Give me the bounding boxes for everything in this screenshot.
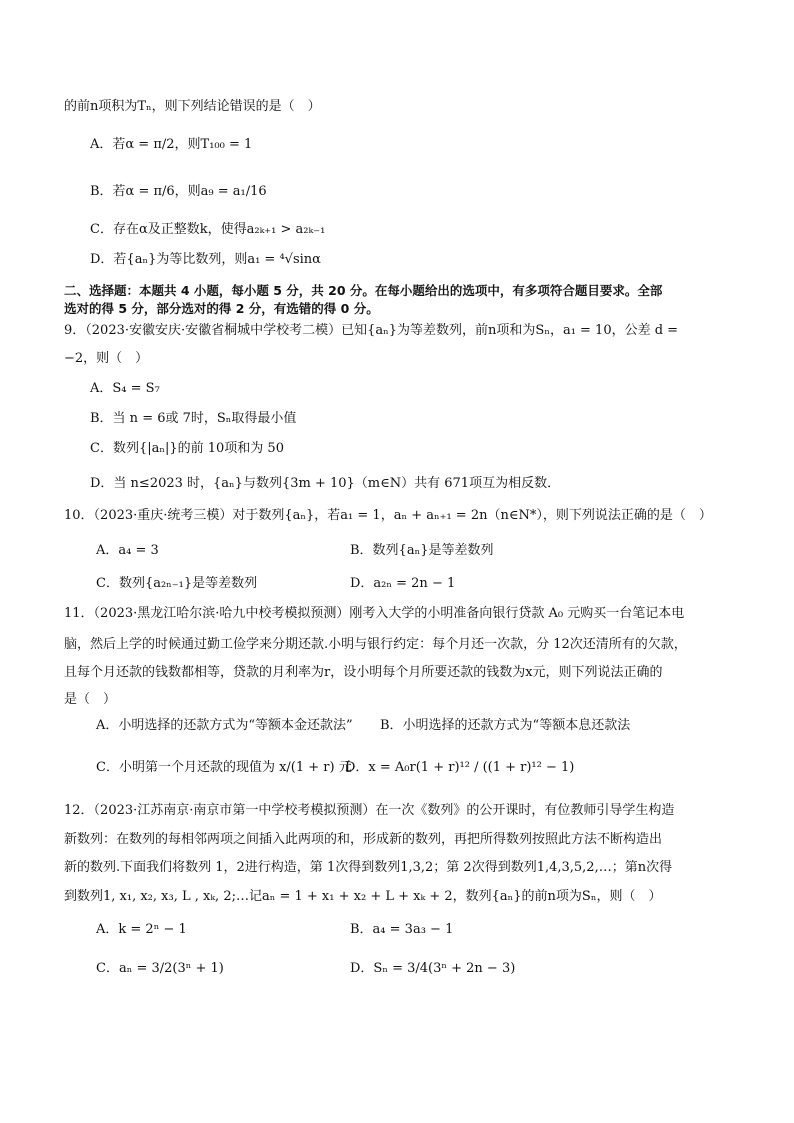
- q12-option-b: B．a₄ = 3a₃ − 1: [350, 922, 454, 937]
- question-11-cont-2: 且每个月还款的钱数都相等，贷款的月利率为r，设小明每个月所要还款的钱数为x元，则下列说法正确的: [64, 665, 663, 680]
- q10-option-a: A．a₄ = 3: [96, 543, 159, 558]
- q11-option-a: A．小明选择的还款方式为“等额本金还款法”: [96, 718, 353, 733]
- q10-option-c: C．数列{a₂ₙ₋₁}是等差数列: [96, 576, 258, 591]
- q11-option-b: B．小明选择的还款方式为“等额本息还款法: [380, 718, 631, 733]
- q10-option-b: B．数列{aₙ}是等差数列: [350, 543, 494, 558]
- question-12-cont-3: 到数列1, x₁, x₂, x₃, L , xₖ, 2;…记aₙ = 1 + x₁ + x₂ + L + xₖ + 2，数列{aₙ}的前n项为Sₙ，则（ ）: [64, 889, 662, 904]
- q9-option-a: A．S₄ = S₇: [90, 381, 160, 396]
- question-12: 12．（2023·江苏南京·南京市第一中学校考模拟预测）在一次《数列》的公开课时，有位教师引导学生构造: [64, 803, 675, 818]
- option-c: C．存在α及正整数k，使得a₂ₖ₊₁ > a₂ₖ₋₁: [90, 222, 326, 237]
- option-d: D．若{aₙ}为等比数列，则a₁ = ⁴√sinα: [90, 252, 321, 267]
- text-line: 的前n项积为Tₙ，则下列结论错误的是（ ）: [64, 99, 321, 114]
- section-heading: 二、选择题：本题共 4 小题，每小题 5 分，共 20 分。在每小题给出的选项中，有多项符合题目要求。全部: [64, 283, 663, 298]
- question-10: 10．（2023·重庆·统考三模）对于数列{aₙ}，若a₁ = 1，aₙ + aₙ₊₁ = 2n（n∈N*），则下列说法正确的是（ ）: [64, 508, 712, 523]
- q12-option-a: A．k = 2ⁿ − 1: [96, 922, 187, 937]
- q11-option-c: C．小明第一个月还款的现值为 x/(1 + r) 元: [96, 760, 352, 775]
- q12-option-d: D．Sₙ = 3/4(3ⁿ + 2n − 3): [350, 961, 516, 976]
- question-11: 11．（2023·黑龙江哈尔滨·哈九中校考模拟预测）刚考入大学的小明准备向银行贷款 A₀ 元购买一台笔记本电: [64, 606, 685, 621]
- question-11-cont-3: 是（ ）: [64, 692, 117, 707]
- q12-option-c: C．aₙ = 3/2(3ⁿ + 1): [96, 961, 224, 976]
- q9-option-d: D．当 n≤2023 时，{aₙ}与数列{3m + 10}（m∈N）共有 671项互为相反数．: [90, 476, 561, 491]
- question-12-cont-1: 新数列：在数列的每相邻两项之间插入此两项的和，形成新的数列，再把所得数列按照此方法不断构造出: [64, 832, 663, 847]
- question-9: 9．（2023·安徽安庆·安徽省桐城中学校考二模）已知{aₙ}为等差数列，前n项和为Sₙ，a₁ = 10，公差 d =: [64, 323, 679, 338]
- option-b: B．若α = π/6，则a₉ = a₁/16: [90, 184, 267, 199]
- q9-option-b: B．当 n = 6或 7时，Sₙ取得最小值: [90, 411, 297, 426]
- option-a: A．若α = π/2，则T₁₀₀ = 1: [90, 137, 253, 152]
- q9-option-c: C．数列{|aₙ|}的前 10项和为 50: [90, 441, 284, 456]
- question-9-cont: −2，则（ ）: [64, 351, 149, 366]
- section-heading-cont: 选对的得 5 分，部分选对的得 2 分，有选错的得 0 分。: [64, 301, 379, 316]
- q10-option-d: D．a₂ₙ = 2n − 1: [350, 576, 456, 591]
- q11-option-d: D．x = A₀r(1 + r)¹² / ((1 + r)¹² − 1): [345, 760, 575, 775]
- question-12-cont-2: 新的数列.下面我们将数列 1，2进行构造，第 1次得到数列1,3,2；第 2次得到数列1,4,3,5,2,…；第n次得: [64, 860, 673, 875]
- question-11-cont-1: 脑，然后上学的时候通过勤工俭学来分期还款.小明与银行约定：每个月还一次款，分 12次还清所有的欠款，: [64, 637, 687, 652]
